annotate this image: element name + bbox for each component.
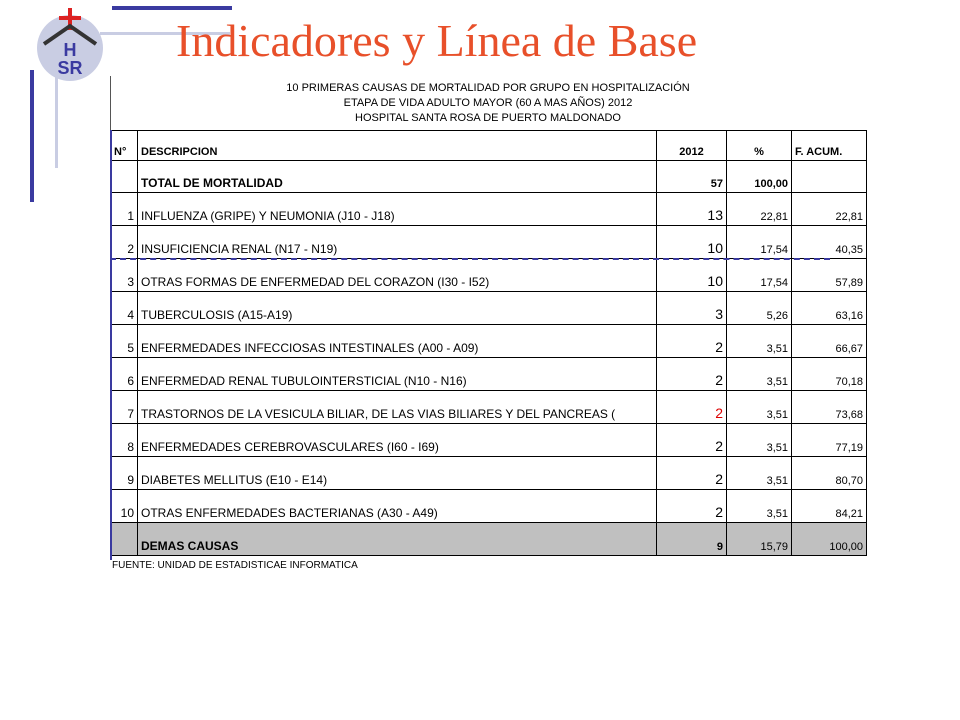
report-header-line-3: HOSPITAL SANTA ROSA DE PUERTO MALDONADO bbox=[355, 112, 621, 124]
row-value: 2 bbox=[657, 424, 727, 457]
total-n-cell bbox=[111, 161, 138, 193]
row-pct: 3,51 bbox=[727, 325, 792, 358]
dashed-highlight-line bbox=[110, 258, 830, 260]
row-acum: 40,35 bbox=[792, 226, 867, 259]
demas-pct: 15,79 bbox=[727, 523, 792, 556]
row-number: 9 bbox=[111, 457, 138, 490]
row-number: 6 bbox=[111, 358, 138, 391]
row-description: ENFERMEDADES CEREBROVASCULARES (I60 - I69) bbox=[138, 424, 657, 457]
row-number: 2 bbox=[111, 226, 138, 259]
row-pct: 17,54 bbox=[727, 259, 792, 292]
table-row bbox=[111, 226, 867, 259]
row-number: 4 bbox=[111, 292, 138, 325]
row-pct: 3,51 bbox=[727, 490, 792, 523]
logo-letters-sr: SR bbox=[57, 58, 83, 78]
report-source-note: FUENTE: UNIDAD DE ESTADISTICAE INFORMATICA bbox=[112, 560, 358, 571]
row-number: 1 bbox=[111, 193, 138, 226]
row-pct: 22,81 bbox=[727, 193, 792, 226]
table-row bbox=[111, 193, 867, 226]
row-description: ENFERMEDADES INFECCIOSAS INTESTINALES (A00 - A09) bbox=[138, 325, 657, 358]
row-description: OTRAS ENFERMEDADES BACTERIANAS (A30 - A49) bbox=[138, 490, 657, 523]
total-label: TOTAL DE MORTALIDAD bbox=[138, 161, 657, 193]
table-row bbox=[111, 292, 867, 325]
row-number: 5 bbox=[111, 325, 138, 358]
col-header-descripcion: DESCRIPCION bbox=[138, 131, 657, 161]
row-value: 2 bbox=[657, 391, 727, 424]
row-acum: 22,81 bbox=[792, 193, 867, 226]
row-pct: 3,51 bbox=[727, 457, 792, 490]
row-acum: 63,16 bbox=[792, 292, 867, 325]
table-row bbox=[111, 259, 867, 292]
demas-value: 9 bbox=[657, 523, 727, 556]
demas-n-cell bbox=[111, 523, 138, 556]
row-description: ENFERMEDAD RENAL TUBULOINTERSTICIAL (N10 - N16) bbox=[138, 358, 657, 391]
row-pct: 3,51 bbox=[727, 391, 792, 424]
col-header-pct: % bbox=[727, 131, 792, 161]
table-row bbox=[111, 358, 867, 391]
table-row bbox=[111, 391, 867, 424]
row-value: 2 bbox=[657, 358, 727, 391]
row-acum: 80,70 bbox=[792, 457, 867, 490]
row-pct: 17,54 bbox=[727, 226, 792, 259]
row-acum: 77,19 bbox=[792, 424, 867, 457]
table-row bbox=[111, 424, 867, 457]
total-pct: 100,00 bbox=[727, 161, 792, 193]
report-header-line-1: 10 PRIMERAS CAUSAS DE MORTALIDAD POR GRUPO EN HOSPITALIZACIÓN bbox=[286, 82, 690, 94]
sheet-blue-edge bbox=[110, 130, 112, 560]
total-acum bbox=[792, 161, 867, 193]
row-value: 13 bbox=[657, 193, 727, 226]
row-value: 2 bbox=[657, 490, 727, 523]
row-description: TRASTORNOS DE LA VESICULA BILIAR, DE LAS VIAS BILIARES Y DEL PANCREAS ( bbox=[138, 391, 657, 424]
row-acum: 57,89 bbox=[792, 259, 867, 292]
row-number: 7 bbox=[111, 391, 138, 424]
row-pct: 3,51 bbox=[727, 424, 792, 457]
row-value: 10 bbox=[657, 226, 727, 259]
table-row bbox=[111, 457, 867, 490]
row-acum: 70,18 bbox=[792, 358, 867, 391]
table-row-demas bbox=[111, 523, 867, 556]
total-value: 57 bbox=[657, 161, 727, 193]
frame-bar-top bbox=[112, 6, 232, 10]
row-description: INSUFICIENCIA RENAL (N17 - N19) bbox=[138, 226, 657, 259]
row-acum: 66,67 bbox=[792, 325, 867, 358]
row-value: 2 bbox=[657, 325, 727, 358]
row-acum: 73,68 bbox=[792, 391, 867, 424]
demas-label: DEMAS CAUSAS bbox=[138, 523, 657, 556]
table-row-total bbox=[111, 161, 867, 193]
mortality-report bbox=[110, 76, 866, 576]
report-header-line-2: ETAPA DE VIDA ADULTO MAYOR (60 A MAS AÑOS) 2012 bbox=[343, 97, 633, 109]
slide-title: Indicadores y Línea de Base bbox=[176, 15, 698, 66]
row-value: 10 bbox=[657, 259, 727, 292]
col-header-year: 2012 bbox=[657, 131, 727, 161]
row-pct: 5,26 bbox=[727, 292, 792, 325]
row-description: OTRAS FORMAS DE ENFERMEDAD DEL CORAZON (I30 - I52) bbox=[138, 259, 657, 292]
row-acum: 84,21 bbox=[792, 490, 867, 523]
row-number: 3 bbox=[111, 259, 138, 292]
mortality-table bbox=[110, 130, 867, 556]
row-value: 3 bbox=[657, 292, 727, 325]
logo-letter-h: H bbox=[63, 40, 77, 60]
col-header-acum: F. ACUM. bbox=[792, 131, 867, 161]
table-header-row bbox=[111, 131, 867, 161]
row-value: 2 bbox=[657, 457, 727, 490]
row-description: INFLUENZA (GRIPE) Y NEUMONIA (J10 - J18) bbox=[138, 193, 657, 226]
row-description: DIABETES MELLITUS (E10 - E14) bbox=[138, 457, 657, 490]
table-row bbox=[111, 490, 867, 523]
col-header-n: N° bbox=[111, 131, 138, 161]
frame-bar-left bbox=[30, 70, 34, 202]
row-description: TUBERCULOSIS (A15-A19) bbox=[138, 292, 657, 325]
hospital-cross-logo-icon bbox=[30, 4, 110, 84]
row-pct: 3,51 bbox=[727, 358, 792, 391]
demas-acum: 100,00 bbox=[792, 523, 867, 556]
row-number: 10 bbox=[111, 490, 138, 523]
table-row bbox=[111, 325, 867, 358]
row-number: 8 bbox=[111, 424, 138, 457]
